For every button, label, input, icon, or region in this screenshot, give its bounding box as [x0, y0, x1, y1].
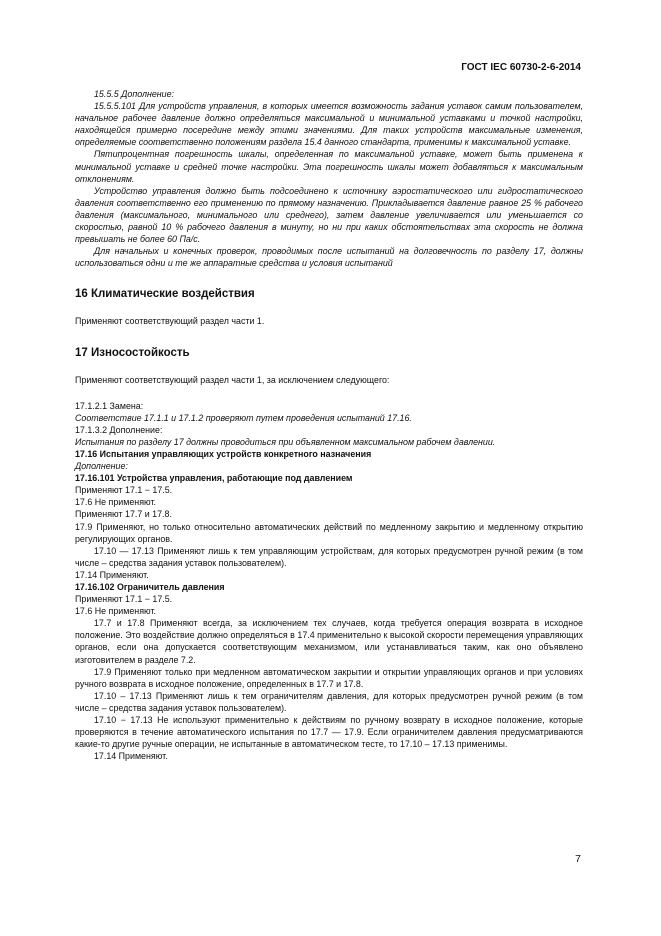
paragraph: 17.7 и 17.8 Применяют всегда, за исключением тех случаев, когда требуется операция возврата в исходное положение. Это воздействие должно определяться в 17.4 применительно к высокой скорости перемещения управляющих органов, если она допускается соответствующим механизмом, или устанавливаться таким, как оно объявлено изготовителем в разделе 7.2. [75, 618, 583, 665]
paragraph: 17.1.3.2 Дополнение: [75, 424, 163, 435]
subsection-heading: 17.16.101 Устройства управления, работающие под давлением [75, 473, 353, 484]
paragraph: 17.9 Применяют, но только относительно автоматических действий по медленному закрытию и медленному открытию регулирующих органов. [75, 521, 583, 544]
paragraph: 17.10 – 17.13 Применяют лишь к тем ограничителям давления, для которых предусмотрен ручной режим (в том числе – средства задания уставок пользователем). [75, 690, 583, 713]
paragraph: 17.1.2.1 Замена: [75, 400, 144, 411]
paragraph: 17.14 Применяют. [94, 751, 168, 762]
subsection-heading: 17.16.102 Ограничитель давления [75, 582, 225, 592]
paragraph: 17.6 Не применяют. [75, 497, 156, 508]
paragraph: Применяют соответствующий раздел части 1. [75, 316, 265, 327]
paragraph: Пятипроцентная погрешность шкалы, определенная по максимальной уставке, может быть применена к минимальной уставке и средней точке настройки. Эта погрешность шкалы может добавляться к максимальным отклонениям. [75, 149, 583, 184]
standard-header: ГОСТ IEC 60730-2-6-2014 [461, 62, 581, 73]
paragraph: Применяют соответствующий раздел части 1, за исключением следующего: [75, 374, 390, 385]
page-number: 7 [575, 853, 581, 865]
paragraph: Применяют 17.7 и 17.8. [75, 509, 172, 520]
paragraph: Дополнение: [75, 461, 128, 472]
paragraph: 17.14 Применяют. [75, 569, 149, 580]
paragraph: 17.10 − 17.13 Не используют применительно к действиям по ручному возврату в исходное положение, которые проверяются в течение автоматического испытания по 17.7 — 17.9. Если ограничителем давления предусматриваются какие-то другие ручные операции, не испытанные в автоматическом тесте, то 17.10 – 17.13 применимы. [75, 715, 583, 750]
paragraph: Применяют 17.1 − 17.5. [75, 485, 173, 496]
paragraph: Соответствие 17.1.1 и 17.1.2 проверяют путем проведения испытаний 17.16. [75, 412, 412, 423]
paragraph: 15.5.5 Дополнение: [94, 89, 174, 99]
paragraph: 17.9 Применяют только при медленном автоматическом закрытии и открытии управляющих органов и при условиях ручного возврата в исходное положение, определенных в 17.7 и 17.8. [75, 666, 583, 689]
paragraph: 17.6 Не применяют. [75, 606, 156, 617]
paragraph: Испытания по разделу 17 должны проводиться при объявленном максимальном рабочем давлении. [75, 436, 496, 447]
paragraph: 15.5.5.101 Для устройств управления, в которых имеется возможность задания уставок самим пользователем, начальное рабочее давление должно определяться максимальной и минимальной уставками и точкой настройки, находящейся примерно посередине между этими значениями. Для таких устройств максимальные изменения, определяемые соответственно положениям раздела 15.4 данного стандарта, применимы к максимальной уставке. [75, 101, 583, 148]
paragraph: 17.10 — 17.13 Применяют лишь к тем управляющим устройствам, для которых предусмотрен ручной режим (в том числе – средства задания уставок пользователем). [75, 545, 583, 568]
paragraph: Применяют 17.1 − 17.5. [75, 594, 173, 605]
paragraph: Устройство управления должно быть подсоединено к источнику аэростатического или гидростатического давления соответственно его применению по прямому назначению. Прикладывается давление равное 25 % рабочего давления (максимального, минимального или среднего), затем давление увеличивается или уменьшается со скоростью, равной 10 % рабочего давления в минуту, но ни при каких обстоятельствах эта скорость не должна превышать не более 60 Па/с. [75, 185, 583, 245]
section-heading-16: 16 Климатические воздействия [75, 288, 255, 301]
document-body [75, 88, 583, 762]
section-heading-17: 17 Износостойкость [75, 346, 190, 359]
paragraph: Для начальных и конечных проверок, проводимых после испытаний на долговечность по разделу 17, должны использоваться одни и те же аппаратные средства и условия испытаний [75, 246, 583, 269]
subsection-heading: 17.16 Испытания управляющих устройств конкретного назначения [75, 448, 372, 459]
